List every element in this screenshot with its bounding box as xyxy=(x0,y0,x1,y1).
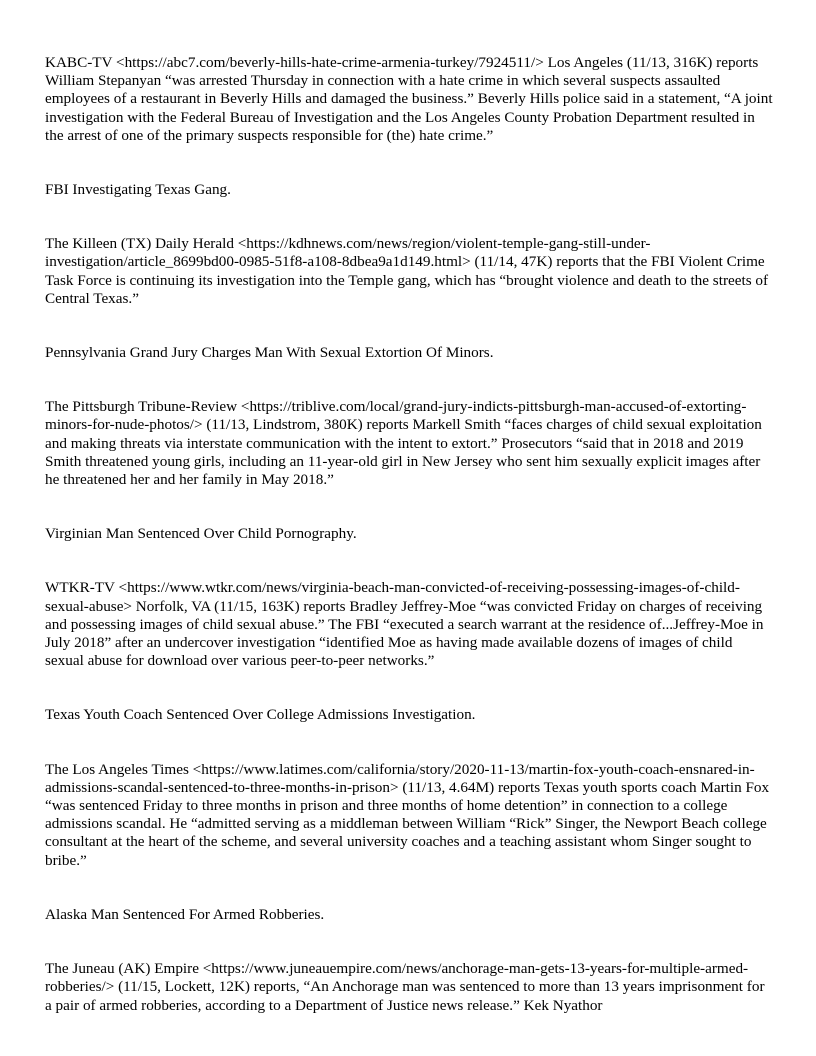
headline-alaska-man: Alaska Man Sentenced For Armed Robberies. xyxy=(45,905,325,923)
headline-pennsylvania-grand-jury: Pennsylvania Grand Jury Charges Man With Sexual Extortion Of Minors. xyxy=(45,344,494,362)
news-paragraph-killeen: The Killeen (TX) Daily Herald <https://kdhnews.com/news/region/violent-temple-gang-still-under-investigation/article_8699bd00-0985-51f8-a108-8dbea9a1d149.html> (11/14, 47K) reports that the FBI Violent Crime Task Force is continuing its investigation into the Temple gang, which has “brought violence and death to the streets of Central Texas.” xyxy=(45,235,769,307)
news-paragraph-juneau: The Juneau (AK) Empire <https://www.juneauempire.com/news/anchorage-man-gets-13-years-for-multiple-armed-robberies/> (11/15, Lockett, 12K) reports, “An Anchorage man was sentenced to more than 13 years imprisonment for a pair of armed robberies, according to a Department of Justice news release.” Kek Nyathor xyxy=(45,960,765,1014)
document-page xyxy=(45,54,775,1051)
headline-texas-youth-coach: Texas Youth Coach Sentenced Over College Admissions Investigation. xyxy=(45,706,476,724)
news-paragraph-latimes: The Los Angeles Times <https://www.latimes.com/california/story/2020-11-13/martin-fox-youth-coach-ensnared-in-admissions-scandal-sentenced-to-three-months-in-prison> (11/13, 4.64M) reports Texas youth sports coach Martin Fox “was sentenced Friday to three months in prison and three months of home detention” in connection to a college admissions scandal. He “admitted serving as a middleman between William “Rick” Singer, the Newport Beach college consultant at the heart of the scheme, and several university coaches and a teaching assistant whom Singer sought to bribe.” xyxy=(45,760,770,869)
news-paragraph-wtkr: WTKR-TV <https://www.wtkr.com/news/virginia-beach-man-convicted-of-receiving-possessing-images-of-child-sexual-abuse> Norfolk, VA (11/15, 163K) reports Bradley Jeffrey-Moe “was convicted Friday on charges of receiving and possessing images of child sexual abuse.” The FBI “executed a search warrant at the residence of...Jeffrey-Moe in July 2018” after an undercover investigation “identified Moe as having made available dozens of images of child sexual abuse for download over various peer-to-peer networks.” xyxy=(45,579,764,670)
headline-virginian-man: Virginian Man Sentenced Over Child Pornography. xyxy=(45,525,357,543)
headline-fbi-texas-gang: FBI Investigating Texas Gang. xyxy=(45,181,231,199)
news-paragraph-pittsburgh: The Pittsburgh Tribune-Review <https://triblive.com/local/grand-jury-indicts-pittsburgh-man-accused-of-extorting-minors-for-nude-photos/> (11/13, Lindstrom, 380K) reports Markell Smith “faces charges of child sexual exploitation and making threats via interstate communication with the intent to extort.” Prosecutors “said that in 2018 and 2019 Smith threatened young girls, including an 11-year-old girl in New Jersey who sent him sexually explicit images after he threatened her and her family in May 2018.” xyxy=(45,398,762,489)
news-paragraph-kabc: KABC-TV <https://abc7.com/beverly-hills-hate-crime-armenia-turkey/7924511/> Los Angeles (11/13, 316K) reports William Stepanyan “was arrested Thursday in connection with a hate crime in which several suspects assaulted employees of a restaurant in Beverly Hills and damaged the business.” Beverly Hills police said in a statement, “A joint investigation with the Federal Bureau of Investigation and the Los Angeles County Probation Department resulted in the arrest of one of the primary suspects responsible for (the) hate crime.” xyxy=(45,54,773,144)
